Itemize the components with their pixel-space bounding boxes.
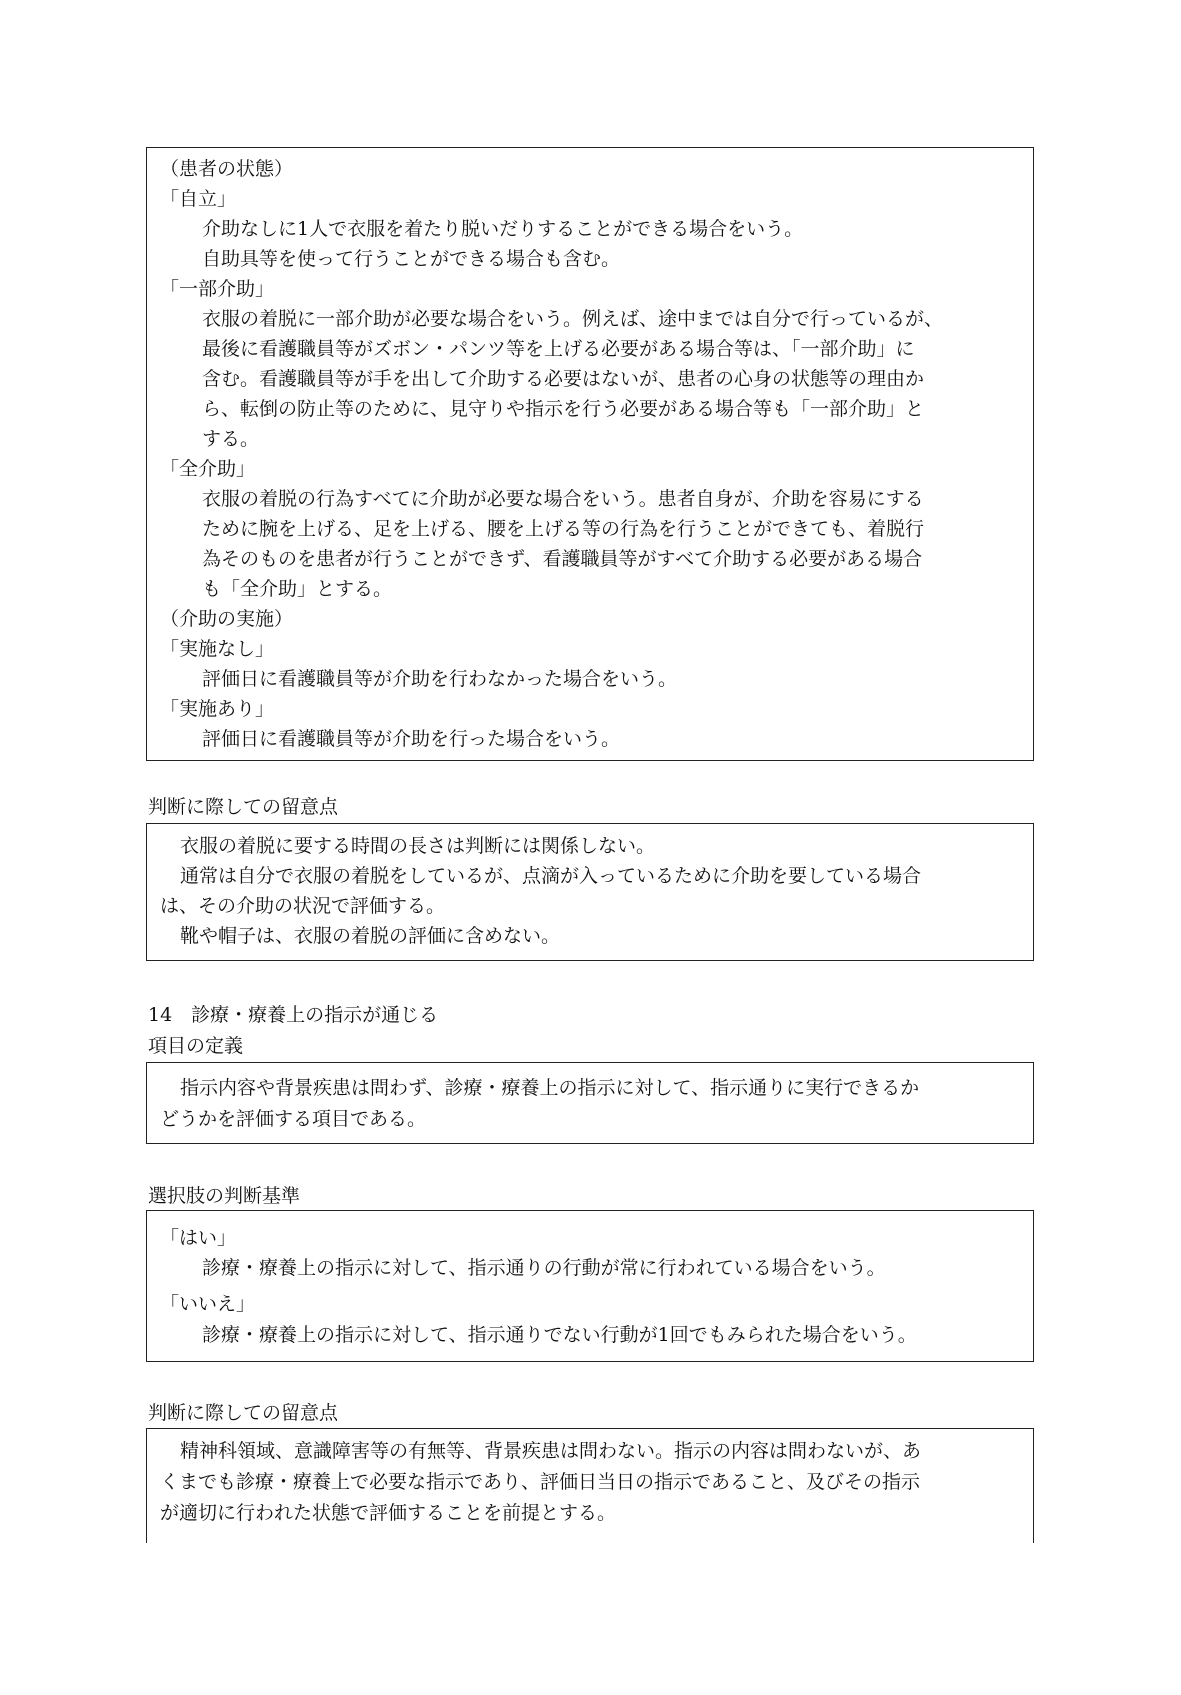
option-label-implemented: 「実施あり」 [160, 698, 275, 720]
option-label-not-implemented: 「実施なし」 [160, 638, 275, 660]
option-label-independent: 「自立」 [160, 188, 237, 210]
notes-heading: 判断に際しての留意点 [148, 796, 339, 818]
body-text-line: 精神科領域、意識障害等の有無等、背景疾患は問わない。指示の内容は問わないが、あ [180, 1440, 922, 1462]
body-text-line: 為そのものを患者が行うことができず、看護職員等がすべて介助する必要がある場合 [202, 548, 923, 570]
definition-heading: 項目の定義 [148, 1035, 244, 1057]
body-text-line: くまでも診療・療養上で必要な指示であり、評価日当日の指示であること、及びその指示 [160, 1471, 921, 1493]
body-text-line: ら、転倒の防止等のために、見守りや指示を行う必要がある場合等も「一部介助」と [202, 398, 925, 420]
body-text-line: 指示内容や背景疾患は問わず、診療・療養上の指示に対して、指示通りに実行できるか [180, 1077, 920, 1099]
body-text-line: 自助具等を使って行うことができる場合も含む。 [202, 248, 621, 270]
body-text-line: 靴や帽子は、衣服の着脱の評価に含めない。 [180, 925, 561, 947]
notes-heading: 判断に際しての留意点 [148, 1402, 339, 1424]
body-text-line: どうかを評価する項目である。 [160, 1108, 427, 1130]
body-text-line: は、その介助の状況で評価する。 [160, 895, 446, 917]
option-label-yes: 「はい」 [160, 1227, 237, 1249]
body-text-line: も「全介助」とする。 [202, 578, 393, 600]
body-text-line: 衣服の着脱に一部介助が必要な場合をいう。例えば、途中までは自分で行っているが、 [202, 308, 944, 330]
body-text-line: 評価日に看護職員等が介助を行わなかった場合をいう。 [202, 668, 678, 690]
option-label-partial-assist: 「一部介助」 [160, 278, 275, 300]
option-label-full-assist: 「全介助」 [160, 458, 256, 480]
body-text-line: 評価日に看護職員等が介助を行った場合をいう。 [202, 728, 621, 750]
option-label-no: 「いいえ」 [160, 1293, 256, 1315]
body-text-line: 最後に看護職員等がズボン・パンツ等を上げる必要がある場合等は、「一部介助」に [202, 338, 915, 360]
body-text-line: 含む。看護職員等が手を出して介助する必要はないが、患者の心身の状態等の理由か [202, 368, 925, 390]
body-text-line: 衣服の着脱の行為すべてに介助が必要な場合をいう。患者自身が、介助を容易にする [202, 488, 924, 510]
section-label-patient-state: （患者の状態） [160, 158, 294, 180]
body-text-line: する。 [202, 428, 260, 450]
body-text-line: 衣服の着脱に要する時間の長さは判断には関係しない。 [180, 835, 656, 857]
body-text-line: が適切に行われた状態で評価することを前提とする。 [160, 1502, 617, 1524]
section-label-assist-implementation: （介助の実施） [160, 608, 294, 630]
body-text-line: 通常は自分で衣服の着脱をしているが、点滴が入っているために介助を要している場合 [180, 865, 922, 887]
body-text-line: 診療・療養上の指示に対して、指示通りでない行動が1回でもみられた場合をいう。 [202, 1324, 917, 1346]
body-text-line: 介助なしに1人で衣服を着たり脱いだりすることができる場合をいう。 [202, 218, 804, 240]
item-title: 14 診療・療養上の指示が通じる [148, 1004, 439, 1026]
body-text-line: ために腕を上げる、足を上げる、腰を上げる等の行為を行うことができても、着脱行 [202, 518, 925, 540]
criteria-heading: 選択肢の判断基準 [148, 1185, 301, 1207]
body-text-line: 診療・療養上の指示に対して、指示通りの行動が常に行われている場合をいう。 [202, 1257, 886, 1279]
